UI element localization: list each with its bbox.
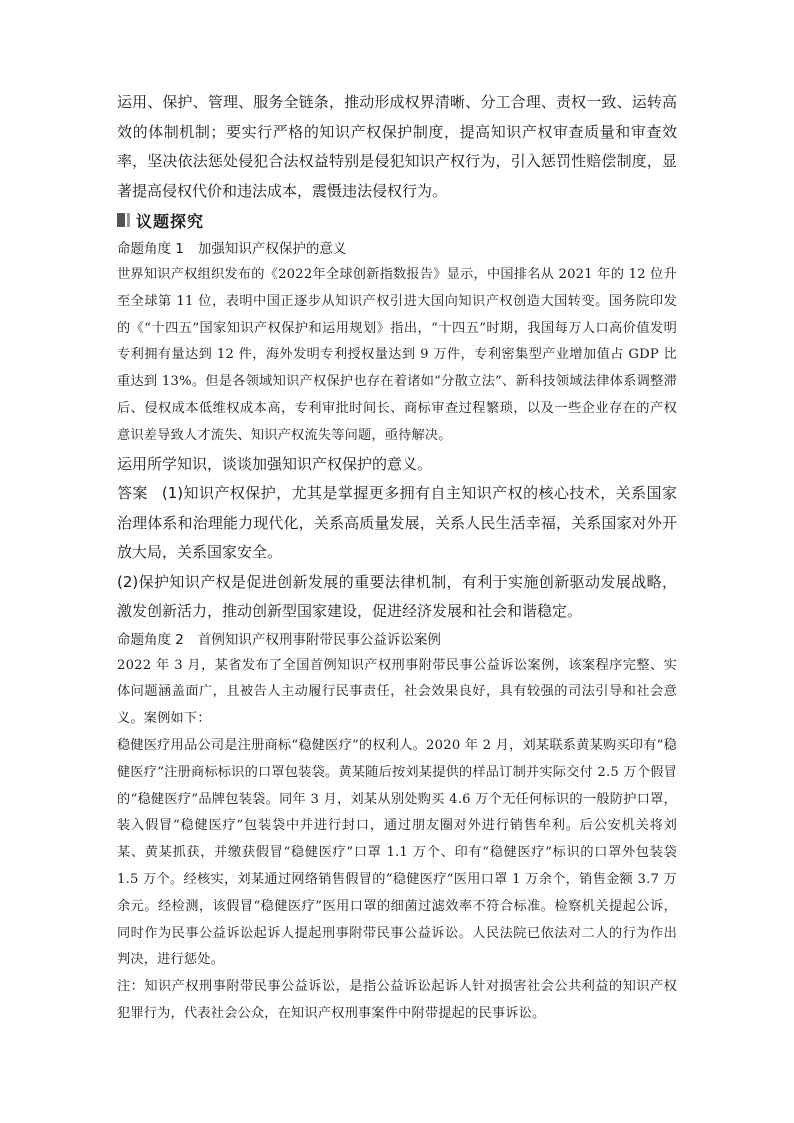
angle2-heading	[117, 627, 677, 653]
section-title: 议题探究	[136, 211, 205, 231]
angle2-material-case: 稳健医疗用品公司是注册商标“稳健医疗”的权利人。2020 年 2 月，刘某联系黄某购买印有“稳健医疗”注册商标标识的口罩包装袋。黄某随后按刘某提供的样品订制并实际交付 2.5 万个假冒的“稳健医疗”品牌包装袋。同年 3 月，刘某从别处购买 4.6 万个无任何标识的一般防护口罩，装入假冒“稳健医疗”包装袋中并进行封口，通过朋友圈对外进行销售牟利。后公安机关将刘某、黄某抓获，并缴获假冒“稳健医疗”口罩 1.1 万个、印有“稳健医疗”标识的口罩外包装袋 1.5 万个。经核实，刘某通过网络销售假冒的“稳健医疗”医用口罩 1 万余个，销售金额 3.7 万余元。经检测，该假冒“稳健医疗”医用口罩的细菌过滤效率不符合标准。检察机关提起公诉，同时作为民事公益诉讼起诉人提起刑事附带民事公益诉讼。人民法院已依法对二人的行为作出判决，进行惩处。	[117, 737, 677, 968]
angle2-label: 命题角度 2	[117, 631, 184, 648]
angle1-question: 运用所学知识，谈谈加强知识产权保护的意义。	[117, 454, 433, 473]
document-page	[117, 88, 677, 1028]
angle2-note: 注：知识产权刑事附带民事公益诉讼，是指公益诉讼起诉人针对损害社会公共利益的知识产权犯罪行为，代表社会公众，在知识产权刑事案件中附带提起的民事诉讼。	[117, 979, 677, 1021]
intro-paragraph: 运用、保护、管理、服务全链条，推动形成权界清晰、分工合理、责权一致、运转高效的体制机制；要实行严格的知识产权保护制度，提高知识产权审查质量和审查效率，坚决依法惩处侵犯合法权益特别是侵犯知识产权行为，引入惩罚性赔偿制度，显著提高侵权代价和违法成本，震慑违法侵权行为。	[117, 93, 677, 200]
angle1-label: 命题角度 1	[117, 241, 184, 257]
section-header	[117, 206, 677, 234]
angle1-answer-1	[117, 479, 677, 568]
angle1-heading	[117, 236, 677, 262]
section-marker-accent-icon	[127, 213, 130, 227]
angle1-title: 加强知识产权保护的意义	[197, 241, 347, 257]
angle2-material-intro: 2022 年 3 月，某省发布了全国首例知识产权刑事附带民事公益诉讼案例，该案程序完整、实体问题涵盖面广，且被告人主动履行民事责任，社会效果良好，具有较强的司法引导和社会意义。案例如下：	[117, 657, 677, 727]
answer-1-text: (1)知识产权保护，尤其是掌握更多拥有自主知识产权的核心技术，关系国家治理体系和治理能力现代化，关系高质量发展，关系人民生活幸福，关系国家对外开放大局，关系国家安全。	[117, 484, 677, 562]
angle1-material: 世界知识产权组织发布的《2022年全球创新指数报告》显示，中国排名从 2021 年的 12 位升至全球第 11 位，表明中国正逐步从知识产权引进大国向知识产权创造大国转变。国务院印发的《“十四五”国家知识产权保护和运用规划》指出，“十四五”时期，我国每万人口高价值发明专利拥有量达到 12 件，海外发明专利授权量达到 9 万件，专利密集型产业增加值占 GDP 比重达到 13%。但是各领域知识产权保护也存在着诸如“分散立法”、新科技领域法律体系调整滞后、侵权成本低维权成本高，专利审批时间长、商标审查过程繁琐，以及一些企业存在的产权意识差导致人才流失、知识产权流失等问题，亟待解决。	[117, 267, 677, 443]
angle2-title: 首例知识产权刑事附带民事公益诉讼案例	[197, 631, 441, 648]
answer-label: 答案	[117, 484, 148, 503]
section-marker-icon	[117, 213, 125, 227]
angle1-answer-2: (2)保护知识产权是促进创新发展的重要法律机制，有利于实施创新驱动发展战略，激发创新活力，推动创新型国家建设，促进经济发展和社会和谐稳定。	[117, 572, 677, 621]
